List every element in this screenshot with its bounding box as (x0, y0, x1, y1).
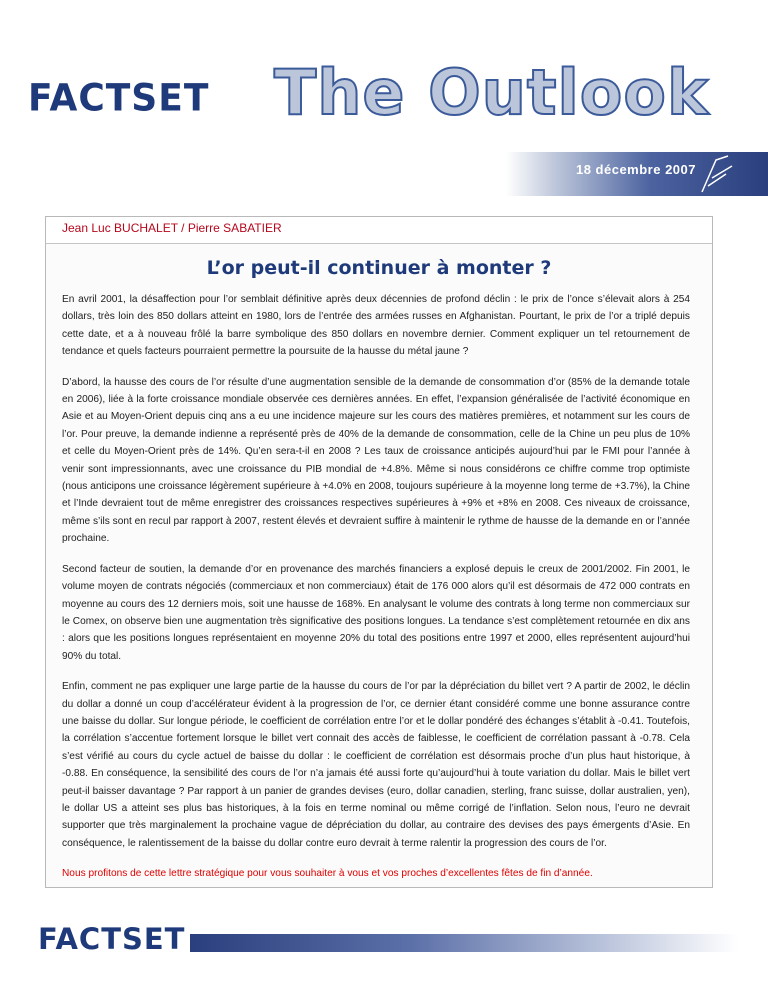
footer-factset-logo: FACTSET (38, 922, 186, 956)
factset-logo: FACTSET (28, 76, 210, 121)
swoosh-icon (698, 152, 738, 196)
paragraph: D’abord, la hausse des cours de l’or résulte d’une augmentation sensible de la demande de consommation d’or (85% de la demande totale en 2006), liée à la forte croissance mondiale observée ces dernières années. En effet, l’expansion généralisée de l’activité économique en Asie et au Moyen-Orient depuis cinq ans a eu une incidence majeure sur les cours des matières premières, et notamment sur les cours de l’or. Pour preuve, la demande indienne a représenté près de 40% de la demande de consommation, celle de la Chine un peu plus de 10% et celle du Moyen-Orient près de 14%. Qu’en sera-t-il en 2008 ? Les taux de croissance anticipés aujourd’hui par le FMI pour l’année à venir sont impressionnants, avec une croissance du PIB mondial de +4.8%. Même si nous considérons ce chiffre comme trop optimiste (nous anticipons une croissance légèrement supérieure à +4.0% en 2008, toujours supérieure à la moyenne long terme de +3.7%), la Chine et l’Inde devraient tout de même enregistrer des croissances respectives supérieures à +9% et +8% en 2008. Ces niveaux de croissance, même s’ils sont en recul par rapport à 2007, restent élevés et devraient suffire à maintenir le rythme de hausse de la demande en or l’année prochaine. (62, 376, 690, 545)
date-banner (506, 152, 768, 196)
paragraph: Second facteur de soutien, la demande d’or en provenance des marchés financiers a explosé depuis le creux de 2001/2002. Fin 2001, le volume moyen de contrats négociés (commerciaux et non commerciaux) était de 176 000 alors qu’il est désormais de 472 000 contrats en moyenne au cours des 12 derniers mois, soit une hausse de 168%. En analysant le volume des contrats à long terme non commerciaux sur le Comex, on observe bien une augmentation très significative des positions longues. La tendance s’est complètement retournée en dix ans : alors que les positions longues représentaient en moyenne 20% du total des positions entre 1997 et 2000, elles représentent aujourd’hui 90% du total. (62, 563, 690, 662)
paragraph: Enfin, comment ne pas expliquer une large partie de la hausse du cours de l’or par la dépréciation du billet vert ? A partir de 2002, le déclin du dollar a donné un coup d’accélérateur évident à la progression de l’or, ce dernier étant considéré comme une bonne assurance contre une baisse du dollar. Sur longue période, le coefficient de corrélation entre l’or et le dollar pondéré des échanges s’établit à -0.41. Toutefois, la corrélation s’accentue fortement lorsque le billet vert connait des accès de faiblesse, le coefficient de corrélation passant à -0.78. Cela s’est vérifié au cours du cycle actuel de baisse du dollar : le coefficient de corrélation est désormais proche d’un plus haut historique, à -0.88. En conséquence, la sensibilité des cours de l’or n’a jamais été aussi forte qu’aujourd’hui à toute variation du dollar. Mais le billet vert peut-il baisser davantage ? Par rapport à un panier de grandes devises (euro, dollar canadien, sterling, franc suisse, dollar australien, yen), le dollar US a atteint ses plus bas historiques, à la fois en terme nominal ou même corrigé de l’inflation. Selon nous, l’euro ne devrait supporter que très marginalement la prochaine vague de dépréciation du dollar, au contraire des devises des pays émergents d’Asie. En conséquence, le ralentissement de la baisse du dollar contre euro devrait à terme ralentir la progression des cours de l’or. (62, 681, 690, 849)
article-authors: Jean Luc BUCHALET / Pierre SABATIER (62, 221, 282, 235)
article-body (62, 291, 690, 896)
article-title: L’or peut-il continuer à monter ? (206, 257, 552, 279)
publication-date: 18 décembre 2007 (575, 162, 696, 177)
paragraph: En avril 2001, la désaffection pour l’or semblait définitive après deux décennies de profond déclin : le prix de l’once s’élevait alors à 254 dollars, très loin des 850 dollars atteint en 1980, lors de l’entrée des armées russes en Afghanistan. Pourtant, le prix de l’or a triplé depuis cette date, et a à nouveau frôlé la barre symbolique des 850 dollars en novembre dernier. Comment expliquer un tel retournement de tendance et quels facteurs pourraient permettre la poursuite de la hausse du métal jaune ? (62, 294, 690, 358)
article-box (45, 216, 713, 888)
footer-bar (190, 934, 738, 952)
author-bar (46, 217, 712, 244)
header (0, 0, 768, 200)
closing-message: Nous profitons de cette lettre stratégique pour vous souhaiter à vous et vos proches d’excellentes fêtes de fin d’année. (62, 868, 593, 880)
publication-title: The Outlook (274, 56, 710, 129)
